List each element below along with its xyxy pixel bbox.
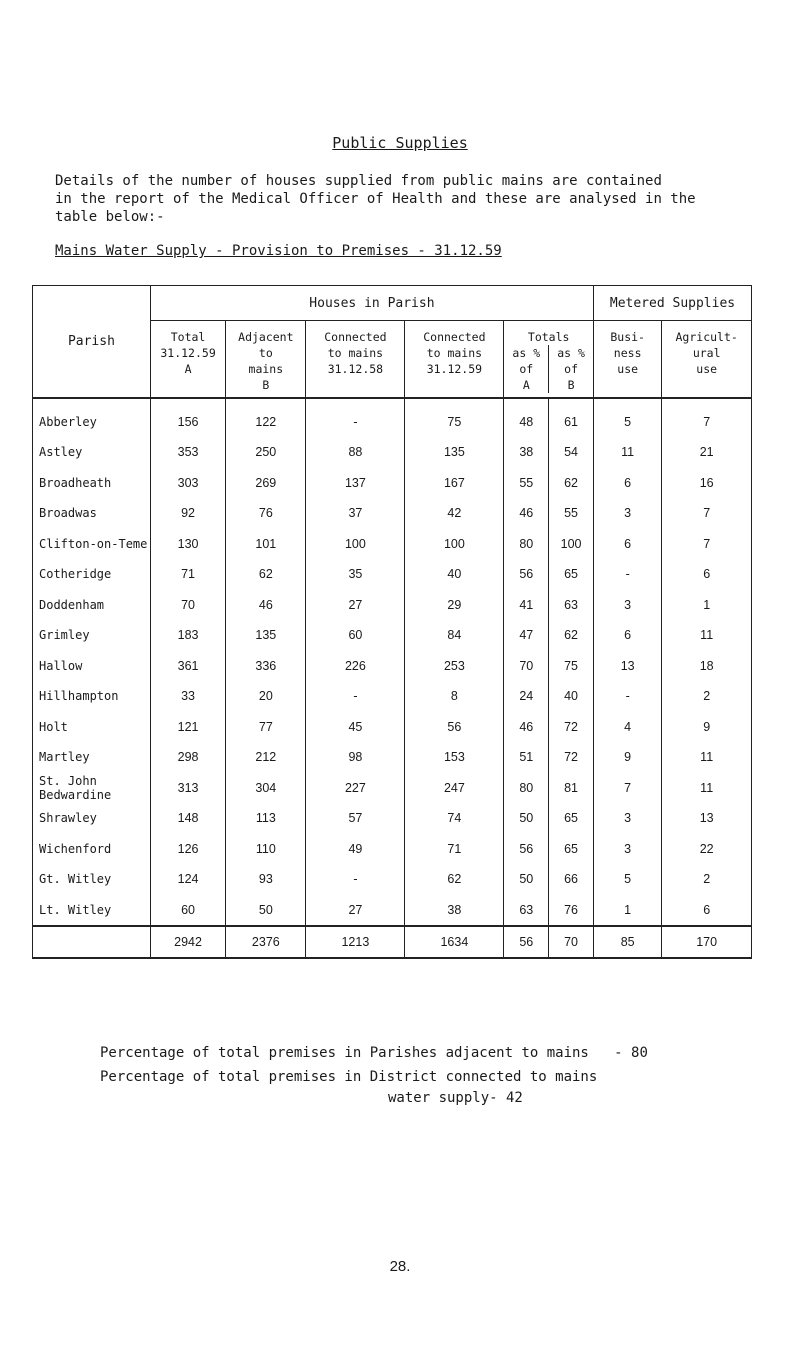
table-cell: 7 [662,529,752,560]
table-row [33,498,752,529]
table-row [33,712,752,743]
table-cell: 227 [306,773,405,804]
table-cell: 20 [226,681,306,712]
table-cell: 135 [405,437,504,468]
table-cell: 38 [405,895,504,927]
table-cell: 80 [504,529,549,560]
table-cell: 76 [226,498,306,529]
table-cell: 75 [405,398,504,437]
parish-name: Gt. Witley [33,864,151,895]
table-cell: 84 [405,620,504,651]
table-cell: 76 [549,895,594,927]
water-supply-table [32,285,752,959]
table-cell: 110 [226,834,306,865]
table-cell: 304 [226,773,306,804]
table-cell: 66 [549,864,594,895]
footer-line-water-supply: water supply- 42 [388,1090,523,1106]
footer-line-adjacent: Percentage of total premises in Parishes adjacent to mains - 80 [100,1045,648,1061]
table-cell: 247 [405,773,504,804]
table-cell: 63 [549,590,594,621]
table-cell: 45 [306,712,405,743]
table-cell: 183 [150,620,225,651]
table-row [33,529,752,560]
table-cell: 7 [593,773,661,804]
intro-line: table below:- [55,209,165,225]
table-cell: 40 [405,559,504,590]
table-row [33,895,752,927]
table-cell: 13 [662,803,752,834]
table-row [33,398,752,437]
table-cell: 6 [593,529,661,560]
table-cell: 74 [405,803,504,834]
header-parish: Parish [33,286,151,399]
table-cell: 167 [405,468,504,499]
totals-cell: 1213 [306,926,405,958]
table-cell: 37 [306,498,405,529]
table-cell: 6 [662,559,752,590]
table-cell: 9 [593,742,661,773]
table-cell: 29 [405,590,504,621]
table-cell: 46 [504,712,549,743]
parish-name: Hallow [33,651,151,682]
table-cell: 56 [504,834,549,865]
intro-line: in the report of the Medical Officer of Health and these are analysed in the [55,191,696,207]
table-cell: 57 [306,803,405,834]
totals-cell: 1634 [405,926,504,958]
table-cell: 148 [150,803,225,834]
table-cell: 88 [306,437,405,468]
table-cell: - [593,559,661,590]
table-cell: 72 [549,712,594,743]
table-cell: 1 [662,590,752,621]
parish-name: Holt [33,712,151,743]
table-cell: 100 [549,529,594,560]
totals-cell [33,926,151,958]
table-cell: 303 [150,468,225,499]
table-cell: 75 [549,651,594,682]
table-cell: 93 [226,864,306,895]
table-cell: 62 [405,864,504,895]
table-cell: 124 [150,864,225,895]
table-cell: 40 [549,681,594,712]
table-cell: 3 [593,590,661,621]
table-cell: 60 [306,620,405,651]
table-cell: 5 [593,864,661,895]
table-cell: 4 [593,712,661,743]
parish-name: Martley [33,742,151,773]
table-cell: 250 [226,437,306,468]
table-cell: 61 [549,398,594,437]
parish-name: Abberley [33,398,151,437]
table-cell: 55 [549,498,594,529]
footer-line-connected: Percentage of total premises in District connected to mains [100,1069,598,1085]
parish-name: St. John Bedwardine [33,773,151,804]
table-cell: 121 [150,712,225,743]
table-cell: 27 [306,590,405,621]
table-cell: 81 [549,773,594,804]
table-row [33,651,752,682]
table-cell: 77 [226,712,306,743]
table-cell: 42 [405,498,504,529]
table-cell: 70 [150,590,225,621]
table-cell: 70 [504,651,549,682]
table-cell: 313 [150,773,225,804]
table-cell: 55 [504,468,549,499]
parish-name: Lt. Witley [33,895,151,927]
table-cell: 5 [593,398,661,437]
table-cell: 65 [549,559,594,590]
table-cell: 122 [226,398,306,437]
totals-cell: 170 [662,926,752,958]
table-cell: 130 [150,529,225,560]
totals-cell: 70 [549,926,594,958]
totals-cell: 85 [593,926,661,958]
table-cell: 7 [662,498,752,529]
table-cell: 3 [593,498,661,529]
header-agricultural-use: Agricult- ural use [662,321,752,399]
table-cell: 50 [504,803,549,834]
page-number: 28. [389,1258,411,1275]
table-cell: 7 [662,398,752,437]
table-cell: 65 [549,834,594,865]
table-row [33,834,752,865]
table-cell: 100 [306,529,405,560]
header-connected-59: Connected to mains 31.12.59 [405,321,504,399]
table-cell: 71 [150,559,225,590]
header-adjacent: Adjacent to mains B [226,321,306,399]
parish-name: Grimley [33,620,151,651]
table-cell: 212 [226,742,306,773]
table-cell: 100 [405,529,504,560]
totals-cell: 2376 [226,926,306,958]
table-cell: 56 [405,712,504,743]
parish-name: Hillhampton [33,681,151,712]
table-cell: 16 [662,468,752,499]
table-cell: 27 [306,895,405,927]
table-row [33,559,752,590]
table-row [33,620,752,651]
table-cell: 22 [662,834,752,865]
table-cell: 50 [226,895,306,927]
table-cell: 11 [662,742,752,773]
table-cell: - [306,398,405,437]
table-cell: 35 [306,559,405,590]
intro-paragraph [55,172,795,226]
table-cell: 3 [593,803,661,834]
table-body [33,398,752,926]
table-row [33,773,752,804]
table-cell: 153 [405,742,504,773]
table-cell: 72 [549,742,594,773]
table-row [33,803,752,834]
table-cell: 137 [306,468,405,499]
table-cell: 2 [662,864,752,895]
parish-name: Wichenford [33,834,151,865]
table-row [33,864,752,895]
table-row [33,437,752,468]
table-cell: 47 [504,620,549,651]
table-cell: 38 [504,437,549,468]
table-cell: 156 [150,398,225,437]
table-cell: 6 [662,895,752,927]
table-cell: 135 [226,620,306,651]
totals-cell: 2942 [150,926,225,958]
table-cell: 98 [306,742,405,773]
table-cell: 11 [662,773,752,804]
table-cell: 60 [150,895,225,927]
table-cell: 80 [504,773,549,804]
table-row [33,742,752,773]
table-cell: 24 [504,681,549,712]
page-title: Public Supplies [332,134,468,152]
table-cell: 9 [662,712,752,743]
table-cell: 49 [306,834,405,865]
parish-name: Clifton-on-Teme [33,529,151,560]
table-cell: 1 [593,895,661,927]
table-cell: 11 [593,437,661,468]
header-total: Total 31.12.59 A [150,321,225,399]
parish-name: Astley [33,437,151,468]
table-cell: 92 [150,498,225,529]
header-houses-in-parish: Houses in Parish [150,286,593,321]
table-cell: 46 [504,498,549,529]
table-cell: 336 [226,651,306,682]
table-cell: 21 [662,437,752,468]
table-cell: 46 [226,590,306,621]
table-cell: 62 [549,620,594,651]
table-cell: 269 [226,468,306,499]
totals-row [33,926,752,958]
table-cell: 6 [593,620,661,651]
table-cell: 62 [549,468,594,499]
table-cell: 41 [504,590,549,621]
table-cell: 2 [662,681,752,712]
table-cell: 50 [504,864,549,895]
table-cell: - [306,864,405,895]
table-cell: 113 [226,803,306,834]
parish-name: Shrawley [33,803,151,834]
intro-line: Details of the number of houses supplied from public mains are contained [55,173,662,189]
table-cell: 13 [593,651,661,682]
table-cell: 71 [405,834,504,865]
table-cell: - [593,681,661,712]
table-cell: 3 [593,834,661,865]
table-row [33,681,752,712]
table-row [33,468,752,499]
parish-name: Cotheridge [33,559,151,590]
header-totals: Totals as % of A as % of B [504,321,594,399]
table-cell: 56 [504,559,549,590]
table-cell: 226 [306,651,405,682]
header-business-use: Busi- ness use [593,321,661,399]
table-cell: 11 [662,620,752,651]
table-cell: 63 [504,895,549,927]
table-cell: 253 [405,651,504,682]
table-cell: 298 [150,742,225,773]
table-cell: 361 [150,651,225,682]
parish-name: Broadheath [33,468,151,499]
table-cell: 33 [150,681,225,712]
table-cell: 54 [549,437,594,468]
table-cell: 6 [593,468,661,499]
table-cell: 51 [504,742,549,773]
table-cell: 18 [662,651,752,682]
table-cell: - [306,681,405,712]
table-cell: 126 [150,834,225,865]
table-cell: 8 [405,681,504,712]
table-row [33,590,752,621]
header-connected-58: Connected to mains 31.12.58 [306,321,405,399]
table-cell: 353 [150,437,225,468]
table-cell: 62 [226,559,306,590]
table-cell: 101 [226,529,306,560]
header-metered-supplies: Metered Supplies [593,286,751,321]
table-cell: 48 [504,398,549,437]
totals-cell: 56 [504,926,549,958]
parish-name: Broadwas [33,498,151,529]
table-subtitle: Mains Water Supply - Provision to Premises - 31.12.59 [55,243,502,259]
table-cell: 65 [549,803,594,834]
parish-name: Doddenham [33,590,151,621]
